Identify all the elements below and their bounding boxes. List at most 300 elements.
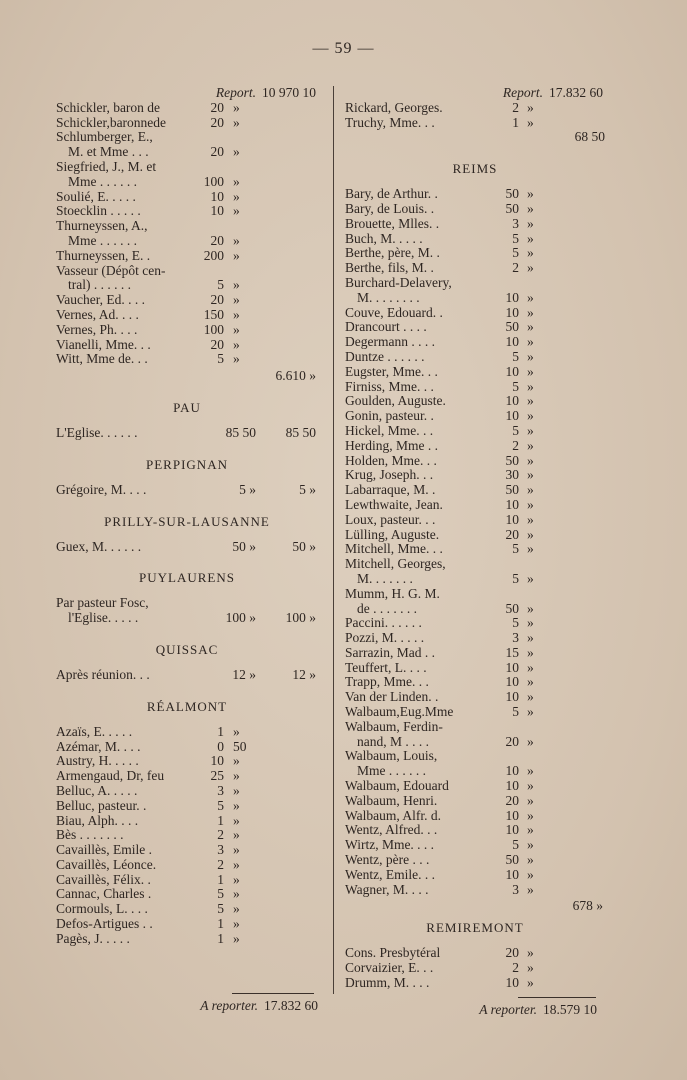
donor-cents: »: [233, 871, 240, 887]
donor-row: [345, 380, 605, 395]
donor-row: [56, 323, 318, 338]
donor-name: Soulié, E. . . . .: [56, 188, 136, 204]
donor-cents: »: [233, 247, 240, 263]
donor-row: [56, 932, 318, 947]
donor-row: [345, 261, 605, 276]
donor-amount: 50: [505, 600, 519, 616]
donor-cents: »: [233, 203, 240, 219]
donor-cents: »: [527, 630, 534, 646]
donor-name: Belluc, pasteur. .: [56, 797, 147, 813]
donor-name: Stoecklin . . . . .: [56, 203, 141, 219]
donor-row: [345, 528, 605, 543]
donor-name: Mitchell, Mme. . .: [345, 541, 443, 557]
donor-amount: 2: [512, 99, 519, 115]
donor-amount: 10: [505, 689, 519, 705]
donor-row: [56, 596, 318, 611]
donor-name: Azémar, M. . . .: [56, 738, 141, 754]
section-total: 12 »: [292, 666, 316, 682]
donor-name: Burchard-Delavery,: [345, 274, 452, 290]
donor-name: Buch, M. . . . .: [345, 230, 423, 246]
donor-amount: 5: [512, 378, 519, 394]
donor-amount: 1: [217, 916, 224, 932]
donor-amount: 10: [210, 753, 224, 769]
carry-forward-label: A reporter.: [479, 1002, 537, 1017]
donor-name: Cons. Presbytéral: [345, 945, 441, 961]
donor-amount: 3: [512, 630, 519, 646]
donor-row: [56, 293, 318, 308]
donor-row: [345, 320, 605, 335]
carry-forward-line: [56, 998, 318, 1014]
donor-amount: 5: [217, 901, 224, 917]
donor-name: Goulden, Auguste.: [345, 393, 446, 409]
donor-row: [345, 483, 605, 498]
donor-name: Walbaum, Louis,: [345, 748, 438, 764]
donor-name: L'Eglise. . . . . .: [56, 424, 138, 440]
donor-amount: 10: [505, 511, 519, 527]
donor-cents: »: [233, 856, 240, 872]
donor-cents: »: [527, 541, 534, 557]
donor-name: Vernes, Ph. . . .: [56, 321, 138, 337]
donor-amount: 10: [505, 778, 519, 794]
donor-row: [345, 705, 605, 720]
donor-name: Krug, Joseph. . .: [345, 467, 434, 483]
donor-row: [345, 232, 605, 247]
donor-cents: »: [527, 186, 534, 202]
donor-name: Vernes, Ad. . . .: [56, 306, 139, 322]
total-rule: [232, 993, 314, 994]
donor-amount: 10: [505, 304, 519, 320]
donor-cents: »: [527, 200, 534, 216]
donor-row: [345, 720, 605, 735]
donor-cents: »: [233, 768, 240, 784]
donor-row: [56, 668, 318, 683]
donor-amount: 0: [217, 738, 224, 754]
section-heading-remiremont: REMIREMONT: [426, 920, 524, 936]
donor-row: [345, 246, 605, 261]
donor-name: Wirtz, Mme. . . .: [345, 837, 435, 853]
donor-row: [56, 887, 318, 902]
section-total: 50 »: [292, 538, 316, 554]
donor-cents: »: [233, 886, 240, 902]
carry-forward-value: 18.579 10: [543, 1002, 597, 1017]
section-total: 5 »: [299, 481, 316, 497]
donor-amount: 5: [217, 351, 224, 367]
donor-cents: »: [233, 232, 240, 248]
donor-name: Cavaillès, Emile .: [56, 842, 152, 858]
donor-cents: 50: [233, 738, 247, 754]
donor-cents: »: [527, 763, 534, 779]
donor-cents: »: [527, 289, 534, 305]
donor-row: [345, 513, 605, 528]
donor-row: [345, 961, 605, 976]
donor-name: Berthe, fils, M. .: [345, 260, 434, 276]
donor-name: Lülling, Auguste.: [345, 526, 440, 542]
donor-cents: »: [527, 866, 534, 882]
donor-row: [345, 557, 605, 572]
donor-amount: 100 »: [225, 610, 256, 626]
carry-forward-value: 17.832 60: [264, 998, 318, 1013]
donor-amount: 20: [505, 733, 519, 749]
column-divider: [333, 86, 334, 994]
donor-row: [345, 217, 605, 232]
donor-amount: 100: [203, 173, 224, 189]
donor-list: [56, 426, 318, 441]
donor-cents: »: [233, 351, 240, 367]
carry-forward-line: [345, 1002, 597, 1018]
donor-row: [345, 101, 605, 116]
donor-name: Grégoire, M. . . .: [56, 481, 147, 497]
donor-cents: »: [527, 881, 534, 897]
donor-row: [345, 187, 605, 202]
donor-row: [56, 308, 318, 323]
donor-cents: »: [527, 852, 534, 868]
donor-row: [56, 249, 318, 264]
donor-name: Vaucher, Ed. . . .: [56, 292, 146, 308]
section-heading-pau: PAU: [173, 399, 201, 415]
donor-amount: 50 »: [232, 538, 256, 554]
donor-amount: 3: [217, 782, 224, 798]
donor-cents: »: [233, 916, 240, 932]
donor-cents: »: [233, 753, 240, 769]
donor-name: M. . . . . . . .: [357, 289, 420, 305]
donor-name: Walbaum, Edouard: [345, 778, 449, 794]
donor-row: [56, 814, 318, 829]
donor-cents: »: [527, 974, 534, 990]
donor-row: [56, 784, 318, 799]
donor-name: Truchy, Mme. . .: [345, 114, 435, 130]
donor-amount: 50: [505, 319, 519, 335]
donor-cents: »: [233, 277, 240, 293]
donor-row: [345, 764, 605, 779]
donor-name: Hickel, Mme. . .: [345, 422, 434, 438]
donor-cents: »: [527, 837, 534, 853]
donor-cents: »: [233, 306, 240, 322]
donor-amount: 5: [512, 570, 519, 586]
donor-amount: 10: [505, 289, 519, 305]
donor-list: [56, 483, 318, 498]
report-line: [56, 86, 318, 101]
donor-cents: »: [527, 99, 534, 115]
donor-name: Couve, Edouard. .: [345, 304, 443, 320]
donor-name: Labarraque, M. .: [345, 482, 436, 498]
donor-name: Belluc, A. . . . .: [56, 782, 138, 798]
donor-amount: 50: [505, 200, 519, 216]
donor-row: [345, 646, 605, 661]
donor-amount: 20: [210, 336, 224, 352]
donor-name: Thurneyssen, A.,: [56, 218, 148, 234]
donor-row: [56, 725, 318, 740]
donor-cents: »: [233, 173, 240, 189]
donor-row: [56, 352, 318, 367]
section-heading-perpignan: PERPIGNAN: [146, 456, 228, 472]
donor-row: [345, 976, 605, 991]
right-column: [345, 86, 605, 991]
donor-name: Firniss, Mme. . .: [345, 378, 434, 394]
donor-list: [56, 668, 318, 683]
donor-row: [345, 306, 605, 321]
donor-cents: »: [527, 526, 534, 542]
donor-amount: 5: [512, 230, 519, 246]
section-total: 85 50: [285, 424, 316, 440]
donor-amount: 100: [203, 321, 224, 337]
donor-amount: 200: [203, 247, 224, 263]
donor-name: Gonin, pasteur. .: [345, 408, 434, 424]
donor-name: Van der Linden. .: [345, 689, 439, 705]
donor-amount: 1: [217, 871, 224, 887]
donor-name: Walbaum,Eug.Mme: [345, 704, 454, 720]
donor-row: [56, 338, 318, 353]
donor-name: Cannac, Charles .: [56, 886, 152, 902]
donor-amount: 5: [512, 245, 519, 261]
donor-amount: 2: [512, 437, 519, 453]
report-label: Report.: [215, 85, 256, 100]
donor-cents: »: [527, 319, 534, 335]
donor-row: [345, 468, 605, 483]
donor-amount: 10: [505, 974, 519, 990]
donor-name: Holden, Mme. . .: [345, 452, 437, 468]
donor-row: [345, 454, 605, 469]
donor-amount: 10: [505, 866, 519, 882]
donor-cents: »: [527, 114, 534, 130]
donor-name: Degermann . . . .: [345, 334, 435, 350]
donor-cents: »: [527, 644, 534, 660]
donor-amount: 2: [512, 260, 519, 276]
donor-row: [56, 204, 318, 219]
donor-amount: 5: [217, 277, 224, 293]
donor-row: [345, 291, 605, 306]
donor-row: [345, 394, 605, 409]
donor-amount: 2: [217, 856, 224, 872]
donor-cents: »: [233, 797, 240, 813]
donor-cents: »: [527, 452, 534, 468]
donor-row: [345, 735, 605, 750]
donor-amount: 10: [505, 496, 519, 512]
donor-cents: »: [527, 215, 534, 231]
donor-row: [345, 616, 605, 631]
donor-name: Walbaum, Alfr. d.: [345, 807, 442, 823]
donor-name: Berthe, père, M. .: [345, 245, 440, 261]
donor-amount: 2: [512, 960, 519, 976]
donor-cents: »: [527, 496, 534, 512]
donor-row: [56, 799, 318, 814]
donor-name: Mme . . . . . .: [357, 763, 426, 779]
donor-name: Vasseur (Dépôt cen-: [56, 262, 166, 278]
donor-amount: 10: [505, 334, 519, 350]
donor-amount: 10: [505, 822, 519, 838]
donor-row: [56, 769, 318, 784]
donor-cents: »: [527, 260, 534, 276]
donor-row: [56, 754, 318, 769]
donor-row: [345, 542, 605, 557]
donor-amount: 20: [210, 232, 224, 248]
report-label: Report.: [502, 85, 543, 100]
donor-row: [345, 946, 605, 961]
donor-amount: 50: [505, 186, 519, 202]
donor-amount: 3: [512, 881, 519, 897]
donor-row: [56, 740, 318, 755]
section-subtotal: 678 »: [572, 898, 603, 914]
donor-row: [56, 540, 318, 555]
donor-cents: »: [527, 733, 534, 749]
donor-cents: »: [233, 827, 240, 843]
donor-amount: 10: [505, 363, 519, 379]
donor-name: Bary, de Louis. .: [345, 200, 435, 216]
donor-row: [345, 587, 605, 602]
donor-row: [345, 424, 605, 439]
donor-row: [345, 823, 605, 838]
donor-row: [345, 439, 605, 454]
donor-row: [56, 902, 318, 917]
donor-amount: 12 »: [232, 666, 256, 682]
donor-name: Drumm, M. . . .: [345, 974, 430, 990]
donor-row: [56, 116, 318, 131]
donor-name: Siegfried, J., M. et: [56, 158, 157, 174]
donor-amount: 5: [512, 704, 519, 720]
donor-name: Mme . . . . . .: [68, 232, 137, 248]
donor-row: [56, 278, 318, 293]
donor-amount: 5: [512, 348, 519, 364]
donor-row: [56, 483, 318, 498]
section-heading-quissac: QUISSAC: [155, 641, 219, 657]
donor-amount: 15: [505, 644, 519, 660]
donor-list: [56, 596, 318, 626]
donor-amount: 20: [505, 526, 519, 542]
donor-cents: »: [527, 467, 534, 483]
donor-name: Azaïs, E. . . . .: [56, 723, 133, 739]
donor-row: [56, 828, 318, 843]
donor-name: l'Eglise. . . . .: [68, 610, 139, 626]
donor-name: Teuffert, L. . . .: [345, 659, 427, 675]
donor-cents: »: [527, 437, 534, 453]
donor-name: Pagès, J. . . . .: [56, 930, 130, 946]
donor-amount: 10: [210, 188, 224, 204]
donor-name: Corvaizier, E. . .: [345, 960, 434, 976]
total-rule: [518, 997, 596, 998]
donor-name: Eugster, Mme. . .: [345, 363, 438, 379]
donor-row: [345, 838, 605, 853]
donor-cents: »: [527, 570, 534, 586]
donor-row: [345, 409, 605, 424]
section-total: 100 »: [285, 610, 316, 626]
donor-cents: »: [233, 292, 240, 308]
donor-row: [345, 116, 605, 131]
donor-name: Armengaud, Dr, feu: [56, 768, 165, 784]
donor-row: [345, 365, 605, 380]
donor-cents: »: [527, 674, 534, 690]
page-number: — 59 —: [312, 40, 375, 57]
donor-row: [345, 572, 605, 587]
donor-amount: 30: [505, 467, 519, 483]
donor-name: Après réunion. . .: [56, 666, 150, 682]
donor-name: Schickler,baronnede: [56, 114, 167, 130]
donor-cents: »: [527, 615, 534, 631]
donor-amount: 5: [512, 837, 519, 853]
donor-list: [345, 187, 605, 897]
donor-cents: »: [233, 336, 240, 352]
donor-name: Wentz, Emile. . .: [345, 866, 436, 882]
donor-amount: 1: [217, 723, 224, 739]
donor-cents: »: [233, 901, 240, 917]
donor-row: [345, 602, 605, 617]
donor-name: Rickard, Georges.: [345, 99, 443, 115]
donor-cents: »: [527, 304, 534, 320]
donor-cents: »: [527, 792, 534, 808]
donor-name: Cavaillès, Léonce.: [56, 856, 157, 872]
donor-name: Austry, H. . . . .: [56, 753, 139, 769]
donor-row: [345, 749, 605, 764]
donor-amount: 5: [512, 615, 519, 631]
donor-name: Bès . . . . . . .: [56, 827, 124, 843]
donor-amount: 3: [512, 215, 519, 231]
report-line: [345, 86, 605, 101]
donor-row: [56, 843, 318, 858]
donor-name: Wagner, M. . . .: [345, 881, 429, 897]
donor-cents: »: [233, 842, 240, 858]
donor-row: [56, 264, 318, 279]
donor-row: [56, 130, 318, 145]
donor-amount: 50: [505, 482, 519, 498]
donor-name: Herding, Mme . .: [345, 437, 438, 453]
donor-row: [56, 234, 318, 249]
donor-amount: 10: [210, 203, 224, 219]
donor-row: [56, 611, 318, 626]
donor-row: [345, 335, 605, 350]
donor-amount: 1: [512, 114, 519, 130]
donor-name: Wentz, Alfred. . .: [345, 822, 438, 838]
donor-name: M. et Mme . . .: [68, 144, 149, 160]
report-value: 17.832 60: [549, 85, 603, 100]
donor-name: Schickler, baron de: [56, 99, 161, 115]
donor-amount: 85 50: [225, 424, 256, 440]
donor-cents: »: [527, 245, 534, 261]
donor-name: Duntze . . . . . .: [345, 348, 425, 364]
donor-amount: 50: [505, 852, 519, 868]
donor-amount: 3: [217, 842, 224, 858]
donor-name: de . . . . . . .: [357, 600, 417, 616]
donor-list: [56, 540, 318, 555]
donor-cents: »: [233, 188, 240, 204]
donor-cents: »: [527, 689, 534, 705]
section-subtotal: 68 50: [574, 129, 605, 145]
donor-name: Paccini. . . . . .: [345, 615, 422, 631]
donor-row: [56, 101, 318, 116]
donor-amount: 1: [217, 812, 224, 828]
donor-name: Wentz, père . . .: [345, 852, 430, 868]
donor-cents: »: [527, 393, 534, 409]
donor-row: [56, 917, 318, 932]
donor-amount: 10: [505, 674, 519, 690]
donor-name: Walbaum, Ferdin-: [345, 718, 443, 734]
donor-cents: »: [527, 482, 534, 498]
donor-name: Sarrazin, Mad . .: [345, 644, 435, 660]
donor-cents: »: [527, 378, 534, 394]
donor-cents: »: [233, 99, 240, 115]
donor-amount: 5 »: [239, 481, 256, 497]
donor-row: [345, 883, 605, 898]
section-subtotal: 6.610 »: [275, 368, 316, 384]
section-heading-realmont: RÉALMONT: [146, 698, 228, 714]
donor-row: [56, 175, 318, 190]
donor-name: Biau, Alph. . . .: [56, 812, 139, 828]
donor-name: Guex, M. . . . . .: [56, 538, 142, 554]
donor-row: [56, 426, 318, 441]
donor-amount: 10: [505, 763, 519, 779]
donor-name: Witt, Mme de. . .: [56, 351, 148, 367]
donor-cents: »: [527, 704, 534, 720]
donor-amount: 2: [217, 827, 224, 843]
donor-cents: »: [233, 321, 240, 337]
donor-cents: »: [233, 144, 240, 160]
